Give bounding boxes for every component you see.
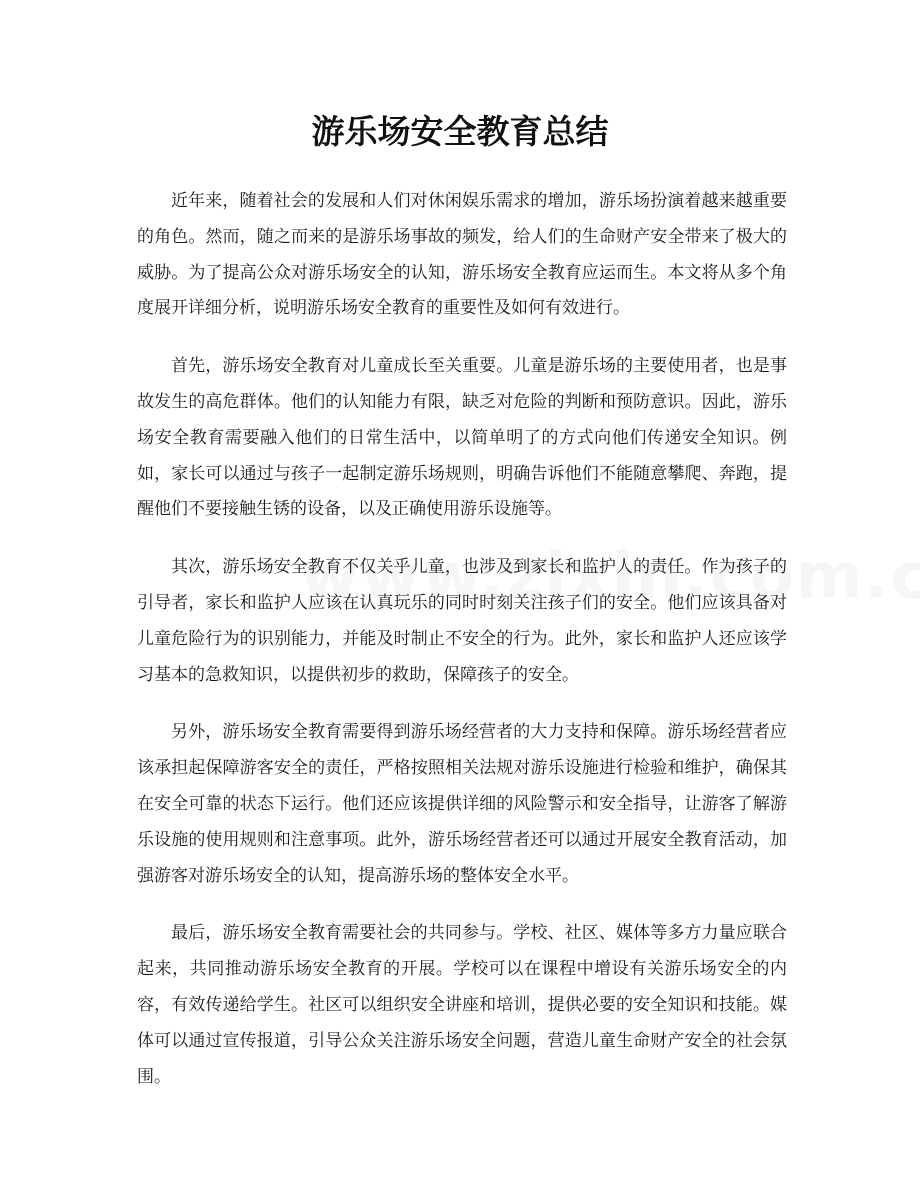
paragraph-society: 最后，游乐场安全教育需要社会的共同参与。学校、社区、媒体等多方力量应联合起来，共同推动游乐场安全教育的开展。学校可以在课程中增设有关游乐场安全的内容，有效传递给学生。社区可以组织安全讲座和培训，提供必要的安全知识和技能。媒体可以通过宣传报道，引导公众关注游乐场安全问题，营造儿童生命财产安全的社会氛围。 [137,923,787,1087]
document-body [137,184,787,1117]
paragraph-children: 首先，游乐场安全教育对儿童成长至关重要。儿童是游乐场的主要使用者，也是事故发生的高危群体。他们的认知能力有限，缺乏对危险的判断和预防意识。因此，游乐场安全教育需要融入他们的日常生活中，以简单明了的方式向他们传递安全知识。例如，家长可以通过与孩子一起制定游乐场规则，明确告诉他们不能随意攀爬、奔跑，提醒他们不要接触生锈的设备，以及正确使用游乐设施等。 [137,356,787,520]
paragraph-operators: 另外，游乐场安全教育需要得到游乐场经营者的大力支持和保障。游乐场经营者应该承担起保障游客安全的责任，严格按照相关法规对游乐设施进行检验和维护，确保其在安全可靠的状态下运行。他们还应该提供详细的风险警示和安全指导，让游客了解游乐设施的使用规则和注意事项。此外，游乐场经营者还可以通过开展安全教育活动，加强游客对游乐场安全的认知，提高游乐场的整体安全水平。 [137,722,787,886]
paragraph-parents: 其次，游乐场安全教育不仅关乎儿童，也涉及到家长和监护人的责任。作为孩子的引导者，家长和监护人应该在认真玩乐的同时时刻关注孩子们的安全。他们应该具备对儿童危险行为的识别能力，并能及时制止不安全的行为。此外，家长和监护人还应该学习基本的急救知识，以提供初步的救助，保障孩子的安全。 [137,557,787,685]
paragraph-intro: 近年来，随着社会的发展和人们对休闲娱乐需求的增加，游乐场扮演着越来越重要的角色。然而，随之而来的是游乐场事故的频发，给人们的生命财产安全带来了极大的威胁。为了提高公众对游乐场安全的认知，游乐场安全教育应运而生。本文将从多个角度展开详细分析，说明游乐场安全教育的重要性及如何有效进行。 [137,191,787,319]
document-title: 游乐场安全教育总结 [311,112,609,151]
